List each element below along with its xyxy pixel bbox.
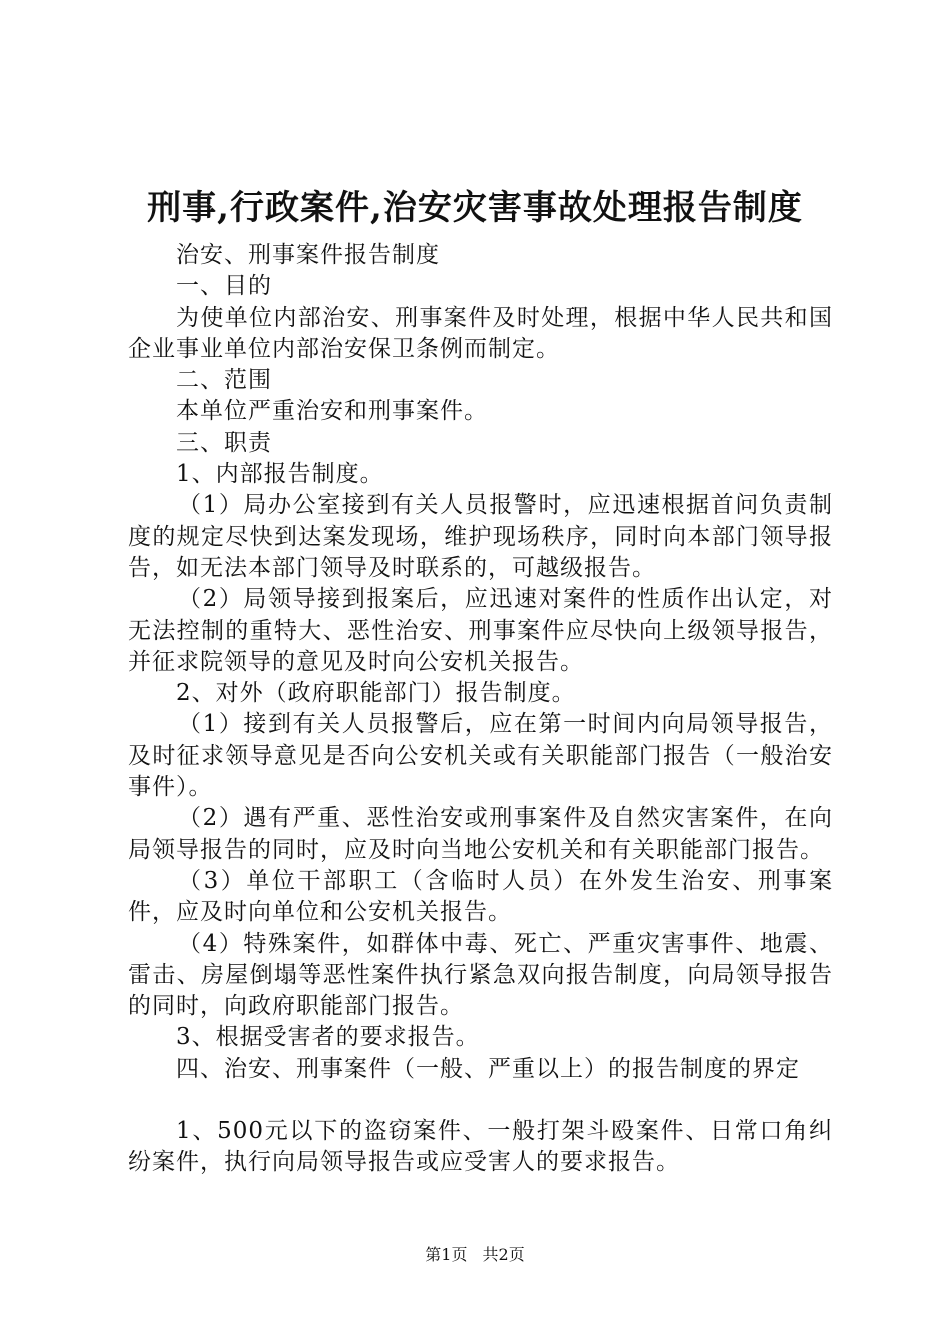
paragraph: 1、500元以下的盗窃案件、一般打架斗殴案件、日常口角纠纷案件，执行向局领导报告或应受害人的要求报告。: [128, 1118, 833, 1176]
subsection-heading: 2、对外（政府职能部门）报告制度。: [176, 680, 576, 707]
paragraph: （1）接到有关人员报警后，应在第一时间内向局领导报告，及时征求领导意见是否向公安机关或有关职能部门报告（一般治安事件）。: [128, 711, 833, 801]
document-body: [128, 240, 833, 1179]
paragraph: 本单位严重治安和刑事案件。: [176, 398, 488, 425]
page-footer: [0, 1243, 950, 1267]
subsection-heading: 1、内部报告制度。: [176, 461, 384, 488]
paragraph: （2）局领导接到报案后，应迅速对案件的性质作出认定，对无法控制的重特大、恶性治安、刑事案件应尽快向上级领导报告，并征求院领导的意见及时向公安机关报告。: [128, 586, 833, 675]
section-heading: 一、目的: [176, 273, 272, 300]
section-heading: 三、职责: [176, 429, 272, 456]
subsection-heading: 3、根据受害者的要求报告。: [176, 1024, 480, 1051]
paragraph: （4）特殊案件，如群体中毒、死亡、严重灾害事件、地震、雷击、房屋倒塌等恶性案件执行紧急双向报告制度，向局领导报告的同时，向政府职能部门报告。: [128, 930, 833, 1020]
paragraph: （2）遇有严重、恶性治安或刑事案件及自然灾害案件，在向局领导报告的同时，应及时向当地公安机关和有关职能部门报告。: [128, 805, 833, 863]
page-total: 共2页: [482, 1245, 525, 1264]
paragraph: （3）单位干部职工（含临时人员）在外发生治安、刑事案件，应及时向单位和公安机关报告。: [128, 867, 833, 926]
subtitle: 治安、刑事案件报告制度: [176, 242, 440, 268]
document-title: 刑事,行政案件,治安灾害事故处理报告制度: [147, 188, 803, 228]
paragraph: （1）局办公室接到有关人员报警时，应迅速根据首问负责制度的规定尽快到达案发现场，维护现场秩序，同时向本部门领导报告，如无法本部门领导及时联系的，可越级报告。: [128, 492, 833, 581]
section-heading: 四、治安、刑事案件（一般、严重以上）的报告制度的界定: [176, 1055, 800, 1082]
paragraph: 为使单位内部治安、刑事案件及时处理，根据中华人民共和国企业事业单位内部治安保卫条例而制定。: [128, 304, 833, 362]
page-number: 第1页: [425, 1245, 468, 1264]
section-heading: 二、范围: [176, 367, 272, 394]
